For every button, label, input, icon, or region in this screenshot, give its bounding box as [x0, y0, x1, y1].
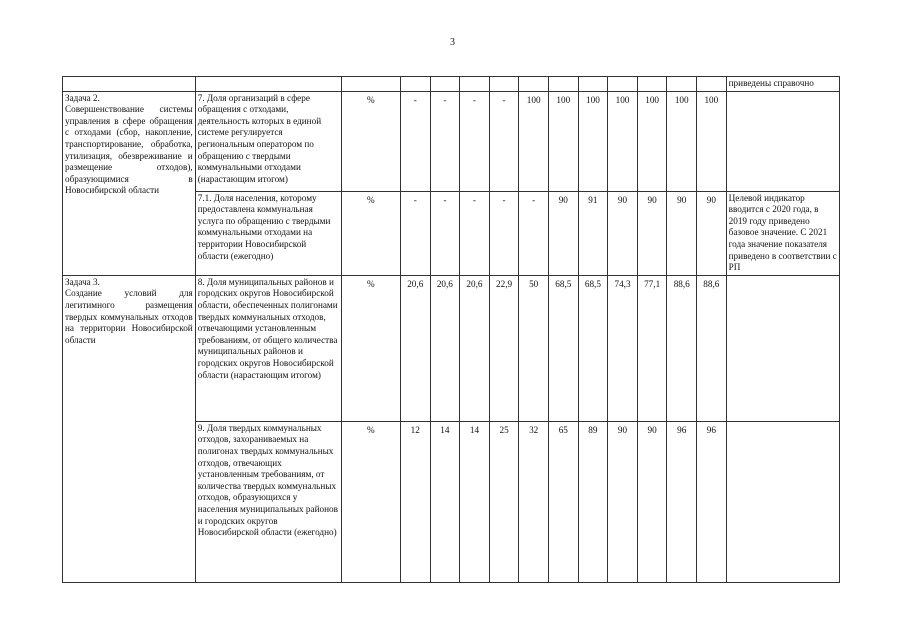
- value-cell: 68,5: [548, 275, 578, 421]
- value-cell: 90: [608, 421, 638, 582]
- value-cell: 90: [637, 421, 667, 582]
- table-cell: [430, 77, 460, 92]
- table-cell: [489, 77, 519, 92]
- table-cell: [400, 77, 430, 92]
- value-cell: 68,5: [578, 275, 608, 421]
- note-cell: приведены справочно: [726, 77, 839, 92]
- value-cell: -: [460, 191, 490, 275]
- note-cell: [726, 91, 839, 191]
- task-cell: Задача 3. Создание условий для легитимного размещения твердых коммунальных отходов на территории Новосибирской области: [63, 275, 196, 582]
- table-cell: [697, 77, 727, 92]
- table-cell: [63, 77, 196, 92]
- value-cell: 14: [430, 421, 460, 582]
- page-number: 3: [450, 37, 455, 48]
- value-cell: 20,6: [400, 275, 430, 421]
- value-cell: 89: [578, 421, 608, 582]
- value-cell: 96: [667, 421, 697, 582]
- value-cell: 20,6: [460, 275, 490, 421]
- value-cell: 77,1: [637, 275, 667, 421]
- value-cell: -: [430, 91, 460, 191]
- value-cell: 100: [578, 91, 608, 191]
- value-cell: 74,3: [608, 275, 638, 421]
- table-row: [63, 275, 840, 421]
- value-cell: 20,6: [430, 275, 460, 421]
- value-cell: 90: [637, 191, 667, 275]
- unit-cell: %: [341, 191, 400, 275]
- table-row-header-continuation: [63, 77, 840, 92]
- value-cell: 100: [519, 91, 549, 191]
- value-cell: 22,9: [489, 275, 519, 421]
- value-cell: 90: [608, 191, 638, 275]
- table-cell: [667, 77, 697, 92]
- note-cell: [726, 275, 839, 421]
- value-cell: 88,6: [667, 275, 697, 421]
- table-cell: [460, 77, 490, 92]
- note-cell: [726, 421, 839, 582]
- table-row: [63, 91, 840, 191]
- value-cell: -: [519, 191, 549, 275]
- value-cell: -: [489, 191, 519, 275]
- note-cell: Целевой индикатор вводится с 2020 года, в 2019 году приведено базовое значение. С 2021 года значение показателя приведено в соответствии с РП: [726, 191, 839, 275]
- value-cell: 90: [697, 191, 727, 275]
- indicator-cell: 7.1. Доля населения, которому предоставлена коммунальная услуга по обращению с твердыми коммунальными отходами на территории Новосибирской области (ежегодно): [195, 191, 341, 275]
- value-cell: 14: [460, 421, 490, 582]
- table-cell: [637, 77, 667, 92]
- value-cell: 50: [519, 275, 549, 421]
- table-cell: [608, 77, 638, 92]
- value-cell: -: [400, 191, 430, 275]
- task-cell: Задача 2. Совершенствование системы управления в сфере обращения с отходами (сбор, накопление, транспортирование, обработка, утилизация, обезвреживание и размещение отходов), образующимися в Новосибирской области: [63, 91, 196, 275]
- value-cell: -: [460, 91, 490, 191]
- value-cell: 90: [548, 191, 578, 275]
- value-cell: 91: [578, 191, 608, 275]
- indicator-cell: 7. Доля организаций в сфере обращения с отходами, деятельность которых в единой системе регулируется региональным оператором по обращению с твердыми коммунальными отходами (нарастающим итогом): [195, 91, 341, 191]
- value-cell: -: [430, 191, 460, 275]
- indicator-cell: 9. Доля твердых коммунальных отходов, захораниваемых на полигонах твердых коммунальных отходов, отвечающих установленным требованиям, от количества твердых коммунальных отходов, образующихся у населения муниципальных районов и городских округов Новосибирской области (ежегодно): [195, 421, 341, 582]
- value-cell: 100: [637, 91, 667, 191]
- table-cell: [341, 77, 400, 92]
- value-cell: 100: [608, 91, 638, 191]
- value-cell: 65: [548, 421, 578, 582]
- value-cell: 100: [667, 91, 697, 191]
- unit-cell: %: [341, 421, 400, 582]
- value-cell: 100: [548, 91, 578, 191]
- value-cell: 100: [697, 91, 727, 191]
- table-cell: [195, 77, 341, 92]
- table-cell: [578, 77, 608, 92]
- indicators-table: [62, 76, 840, 583]
- value-cell: 25: [489, 421, 519, 582]
- value-cell: 12: [400, 421, 430, 582]
- indicator-cell: 8. Доля муниципальных районов и городских округов Новосибирской области, обеспеченных полигонами твердых коммунальных отходов, отвечающими установленным требованиям, от общего количества муниципальных районов и городских округов Новосибирской области (нарастающим итогом): [195, 275, 341, 421]
- value-cell: -: [400, 91, 430, 191]
- value-cell: -: [489, 91, 519, 191]
- table-cell: [548, 77, 578, 92]
- value-cell: 32: [519, 421, 549, 582]
- table-cell: [519, 77, 549, 92]
- unit-cell: %: [341, 275, 400, 421]
- value-cell: 90: [667, 191, 697, 275]
- unit-cell: %: [341, 91, 400, 191]
- value-cell: 88,6: [697, 275, 727, 421]
- value-cell: 96: [697, 421, 727, 582]
